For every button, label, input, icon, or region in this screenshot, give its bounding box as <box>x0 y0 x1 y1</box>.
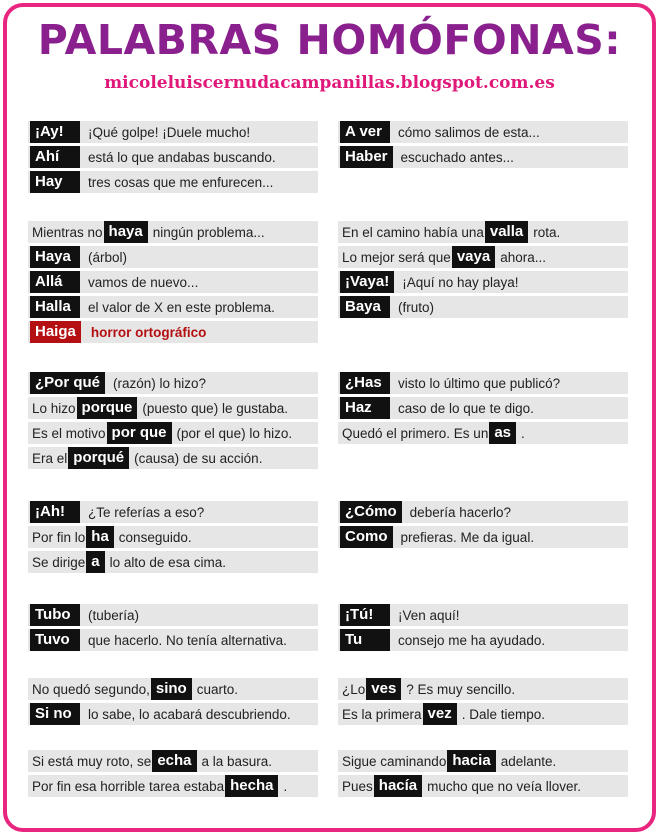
example-text: ¿Te referías a eso? <box>88 504 205 520</box>
example-text: mucho que no veía llover. <box>427 778 581 794</box>
example-text: Mientras no <box>32 224 103 240</box>
example-text: . <box>521 425 525 441</box>
homophone-word: por que <box>107 422 172 444</box>
example-text: ¿Lo <box>342 681 366 697</box>
example-text: (por el que) lo hizo. <box>176 425 293 441</box>
example-row <box>28 629 318 651</box>
example-text: a la basura. <box>201 753 273 769</box>
homophone-word: Tu <box>340 629 390 651</box>
homophone-word: a <box>86 551 104 573</box>
example-text: que hacerlo. No tenía alternativa. <box>88 632 287 648</box>
homophone-word: Haber <box>340 146 393 168</box>
example-text: cómo salimos de esta... <box>398 124 540 140</box>
example-row <box>338 372 628 394</box>
example-text: Sigue caminando <box>342 753 447 769</box>
homophone-word: Haya <box>30 246 80 268</box>
example-row <box>28 678 318 700</box>
example-text: . Dale tiempo. <box>461 706 546 722</box>
homophone-word: valla <box>485 221 528 243</box>
group-5-right-column <box>338 604 628 654</box>
example-row <box>28 121 318 143</box>
homophone-word: ¡Ah! <box>30 501 80 523</box>
example-text: debería hacerlo? <box>409 504 511 520</box>
example-row <box>338 121 628 143</box>
homophone-word: porque <box>77 397 138 419</box>
homophone-word: Si no <box>30 703 80 725</box>
homophone-word: as <box>489 422 516 444</box>
example-row <box>338 501 628 523</box>
homophone-word: porqué <box>68 447 129 469</box>
example-text: ningún problema... <box>152 224 265 240</box>
example-row <box>28 296 318 318</box>
group-3-right-column <box>338 372 628 447</box>
group-2-right-column <box>338 221 628 321</box>
example-row <box>28 422 318 444</box>
example-row <box>28 171 318 193</box>
homophone-word: hacía <box>374 775 422 797</box>
homophone-word: ¡Tú! <box>340 604 390 626</box>
example-row <box>338 604 628 626</box>
example-text: rota. <box>533 224 561 240</box>
example-text: (causa) de su acción. <box>134 450 263 466</box>
group-6-right-column <box>338 678 628 728</box>
homophone-word: Tuvo <box>30 629 80 651</box>
example-text: (puesto que) le gustaba. <box>142 400 288 416</box>
homophone-word: Como <box>340 526 393 548</box>
example-text: tres cosas que me enfurecen... <box>88 174 274 190</box>
example-text: lo sabe, lo acabará descubriendo. <box>88 706 291 722</box>
homophone-word: Haz <box>340 397 390 419</box>
example-row <box>338 271 628 293</box>
example-row <box>28 221 318 243</box>
homophone-word: ¿Cómo <box>340 501 402 523</box>
example-text: (tubería) <box>88 607 140 623</box>
example-row <box>338 422 628 444</box>
homophone-word: Allá <box>30 271 80 293</box>
example-text: Por fin lo <box>32 529 86 545</box>
example-row <box>28 246 318 268</box>
group-4-left-column <box>28 501 318 576</box>
example-text: ¡Aquí no hay playa! <box>402 274 519 290</box>
group-2-left-column <box>28 221 318 346</box>
example-row <box>28 551 318 573</box>
example-row <box>28 397 318 419</box>
example-text: Lo hizo <box>32 400 76 416</box>
group-5-left-column <box>28 604 318 654</box>
homophone-word: Tubo <box>30 604 80 626</box>
example-text: prefieras. Me da igual. <box>400 529 535 545</box>
example-text: Se dirige <box>32 554 86 570</box>
example-text: ahora... <box>500 249 546 265</box>
group-7-left-column <box>28 750 318 800</box>
example-text: conseguido. <box>118 529 192 545</box>
homophone-word: A ver <box>340 121 390 143</box>
example-text: cuarto. <box>196 681 238 697</box>
example-row <box>28 321 318 343</box>
homophone-word: ves <box>366 678 401 700</box>
example-row <box>338 629 628 651</box>
homophone-word: Halla <box>30 296 80 318</box>
example-text: Si está muy roto, se <box>32 753 152 769</box>
example-text: ¡Ven aquí! <box>398 607 460 623</box>
example-text: Quedó el primero. Es un <box>342 425 489 441</box>
homophone-word: Haiga <box>30 321 81 343</box>
example-text: Es la primera <box>342 706 422 722</box>
example-text: caso de lo que te digo. <box>398 400 534 416</box>
homophone-word: ha <box>86 526 114 548</box>
example-row <box>338 246 628 268</box>
example-text: ? Es muy sencillo. <box>406 681 516 697</box>
homophone-word: haya <box>104 221 148 243</box>
example-row <box>338 146 628 168</box>
example-text: . <box>283 778 288 794</box>
group-3-left-column <box>28 372 318 472</box>
blog-url: micoleluiscernudacampanillas.blogspot.com.es <box>104 73 555 93</box>
example-text: consejo me ha ayudado. <box>398 632 546 648</box>
example-row <box>338 775 628 797</box>
example-text: adelante. <box>500 753 557 769</box>
homophone-word: ¿Por qué <box>30 372 105 394</box>
example-row <box>28 146 318 168</box>
example-row <box>28 703 318 725</box>
homophone-word: sino <box>151 678 192 700</box>
homophone-word: ¡Ay! <box>30 121 80 143</box>
example-row <box>338 703 628 725</box>
example-row <box>28 501 318 523</box>
example-row <box>28 775 318 797</box>
page-title: PALABRAS HOMÓFONAS: <box>37 16 622 64</box>
example-text: No quedó segundo, <box>32 681 150 697</box>
error-note: horror ortográfico <box>90 324 207 340</box>
example-row <box>338 678 628 700</box>
example-text: escuchado antes... <box>400 149 514 165</box>
group-1-left-column <box>28 121 318 196</box>
example-text: Es el motivo <box>32 425 106 441</box>
example-row <box>338 397 628 419</box>
example-row <box>28 447 318 469</box>
example-text: visto lo último que publicó? <box>398 375 561 391</box>
homophone-word: ¡Vaya! <box>340 271 394 293</box>
example-text: (razón) lo hizo? <box>113 375 207 391</box>
example-text: Era el <box>32 450 68 466</box>
homophone-word: ¿Has <box>340 372 390 394</box>
homophone-word: echa <box>152 750 196 772</box>
homophone-word: vaya <box>452 246 495 268</box>
example-text: ¡Qué golpe! ¡Duele mucho! <box>88 124 251 140</box>
homophone-word: Baya <box>340 296 390 318</box>
example-row <box>28 526 318 548</box>
group-4-right-column <box>338 501 628 551</box>
homophone-word: vez <box>423 703 457 725</box>
homophone-word: Hay <box>30 171 80 193</box>
example-text: Por fin esa horrible tarea estaba <box>32 778 225 794</box>
group-7-right-column <box>338 750 628 800</box>
homophone-word: Ahí <box>30 146 80 168</box>
example-row <box>28 372 318 394</box>
example-row <box>338 221 628 243</box>
example-text: está lo que andabas buscando. <box>88 149 276 165</box>
example-row <box>338 750 628 772</box>
example-text: el valor de X en este problema. <box>88 299 275 315</box>
group-6-left-column <box>28 678 318 728</box>
homophone-word: hecha <box>225 775 278 797</box>
homophone-word: hacia <box>447 750 495 772</box>
example-text: vamos de nuevo... <box>88 274 199 290</box>
example-text: En el camino había una <box>342 224 484 240</box>
example-text: Lo mejor será que <box>342 249 451 265</box>
example-text: Pues <box>342 778 373 794</box>
example-row <box>28 750 318 772</box>
example-text: lo alto de esa cima. <box>109 554 226 570</box>
group-1-right-column <box>338 121 628 171</box>
example-text: (árbol) <box>88 249 128 265</box>
example-row <box>338 296 628 318</box>
example-row <box>28 604 318 626</box>
example-row <box>28 271 318 293</box>
example-row <box>338 526 628 548</box>
example-text: (fruto) <box>398 299 435 315</box>
